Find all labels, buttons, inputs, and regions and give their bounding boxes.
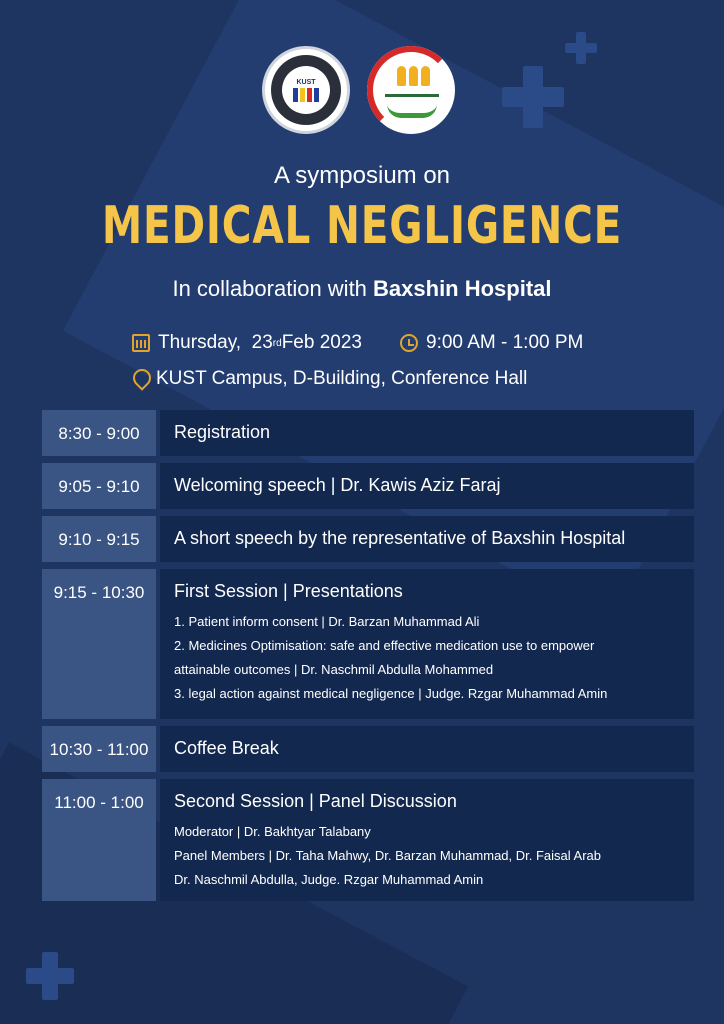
schedule-detail: 3. legal action against medical negligence | Judge. Rzgar Muhammad Amin (174, 686, 608, 701)
event-day: Thursday, (158, 332, 242, 353)
schedule-detail: Moderator | Dr. Bakhtyar Talabany (174, 824, 371, 839)
schedule-time: 10:30 - 11:00 (42, 726, 156, 772)
baxshin-hospital-logo (367, 46, 455, 134)
schedule-time: 8:30 - 9:00 (42, 410, 156, 456)
schedule-title: First Session | Presentations (174, 581, 403, 601)
schedule-time: 9:05 - 9:10 (42, 463, 156, 509)
event-date (132, 332, 362, 354)
kust-logo-text: KUST (296, 78, 316, 86)
event-date-suffix: rd (272, 337, 282, 349)
decorative-cross-icon (565, 32, 597, 64)
symposium-intro: A symposium on (273, 162, 451, 189)
schedule-row (42, 516, 694, 562)
schedule-content (160, 410, 694, 456)
schedule-detail: Panel Members | Dr. Taha Mahwy, Dr. Barzan Muhammad, Dr. Faisal Arab (174, 848, 602, 863)
collab-prefix: In collaboration with (172, 276, 374, 301)
schedule-title: Coffee Break (174, 738, 279, 758)
schedule-row (42, 569, 694, 719)
schedule-content (160, 569, 694, 719)
schedule-detail: attainable outcomes | Dr. Naschmil Abdulla Mohammed (174, 662, 494, 677)
kust-logo (262, 46, 350, 134)
schedule-detail: 1. Patient inform consent | Dr. Barzan Muhammad Ali (174, 614, 480, 629)
schedule-row (42, 779, 694, 901)
event-date-month-year: Feb 2023 (281, 332, 362, 353)
location-pin-icon (132, 369, 148, 389)
schedule-table (42, 410, 694, 908)
schedule-content (160, 726, 694, 772)
schedule-detail: 2. Medicines Optimisation: safe and effective medication use to empower (174, 638, 595, 653)
decorative-cross-icon (26, 952, 74, 1000)
schedule-content (160, 516, 694, 562)
schedule-title: Second Session | Panel Discussion (174, 791, 457, 811)
collab-partner: Baxshin Hospital (373, 276, 552, 301)
schedule-row (42, 410, 694, 456)
schedule-title: A short speech by the representative of Baxshin Hospital (174, 528, 626, 548)
event-title: MEDICAL NEGLIGENCE (101, 196, 623, 256)
schedule-detail: Dr. Naschmil Abdulla, Judge. Rzgar Muhammad Amin (174, 872, 484, 887)
event-location-text: KUST Campus, D-Building, Conference Hall (156, 368, 528, 389)
schedule-row (42, 463, 694, 509)
event-time-range: 9:00 AM - 1:00 PM (426, 332, 584, 353)
schedule-content (160, 779, 694, 901)
event-location (132, 368, 527, 390)
event-date-number: 23 (251, 332, 273, 353)
schedule-content (160, 463, 694, 509)
schedule-title: Welcoming speech | Dr. Kawis Aziz Faraj (174, 475, 501, 495)
schedule-time: 9:10 - 9:15 (42, 516, 156, 562)
schedule-time: 11:00 - 1:00 (42, 779, 156, 901)
decorative-cross-icon (502, 66, 564, 128)
schedule-row (42, 726, 694, 772)
event-time (400, 332, 583, 354)
collaboration-line (0, 276, 724, 302)
schedule-title: Registration (174, 422, 271, 442)
clock-icon (400, 334, 418, 352)
calendar-icon (132, 334, 150, 352)
schedule-time: 9:15 - 10:30 (42, 569, 156, 719)
